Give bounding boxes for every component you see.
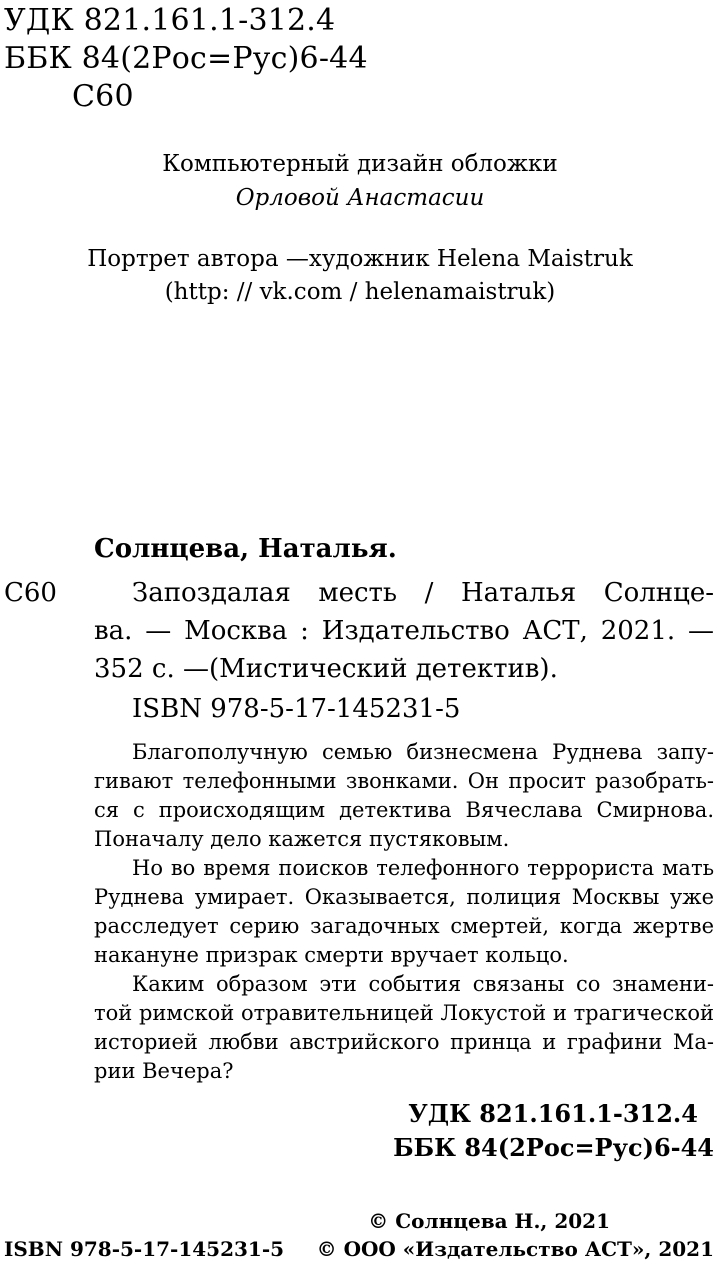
author-mark: С60 [4,578,57,608]
portrait-link: (http: // vk.com / helenamaistruk) [164,279,556,305]
portrait-credit: Портрет автора —художник Helena Maistruk [87,246,633,272]
annotation-line: гивают телефонными звонками. Он просит разобрать- [94,769,714,793]
udk-code-top: УДК 821.161.1-312.4 [4,3,336,38]
isbn-line: ISBN 978-5-17-145231-5 [132,694,461,724]
author-heading: Солнцева, Наталья. [94,534,397,564]
annotation-line: Каким образом эти события связаны со знамени- [132,972,714,996]
cover-design-label: Компьютерный дизайн обложки [162,151,558,177]
bbk-code-top: ББК 84(2Рос=Рус)6-44 [4,41,368,76]
footer-isbn: ISBN 978-5-17-145231-5 [4,1237,285,1261]
bibliographic-line: ва. — Москва : Издательство АСТ, 2021. — [94,616,714,646]
annotation [94,738,714,1086]
bibliographic-line: Запоздалая месть / Наталья Солнце- [132,578,714,608]
annotation-line: накануне призрак смерти вручает кольцо. [94,943,569,967]
annotation-line: Поначалу дело кажется пустяковым. [94,827,510,851]
annotation-line: Но во время поисков телефонного террориста мать [132,856,714,880]
author-mark-top: С60 [72,79,134,114]
annotation-line: расследует серию загадочных смертей, когда жертве [94,914,714,938]
annotation-line: ся с происходящим детектива Вячеслава Смирнова. [94,798,714,822]
bbk-code-bottom: ББК 84(2Рос=Рус)6-44 [393,1133,714,1162]
cover-designer-name: Орловой Анастасии [235,185,485,211]
annotation-line: Руднева умирает. Оказывается, полиция Москвы уже [94,885,714,909]
copyright-author: © Солнцева Н., 2021 [368,1209,610,1233]
bibliographic-description [94,574,714,728]
bibliographic-line: 352 с. —(Мистический детектив). [94,654,558,684]
copyright-publisher: © ООО «Издательство АСТ», 2021 [316,1237,714,1261]
annotation-line: историей любви австрийского принца и графини Ма- [94,1030,714,1054]
udk-code-bottom: УДК 821.161.1-312.4 [408,1099,698,1128]
annotation-line: рии Вечера? [94,1059,234,1083]
annotation-line: Благополучную семью бизнесмена Руднева запу- [132,740,714,764]
annotation-line: той римской отравительницей Локустой и трагической [94,1001,714,1025]
